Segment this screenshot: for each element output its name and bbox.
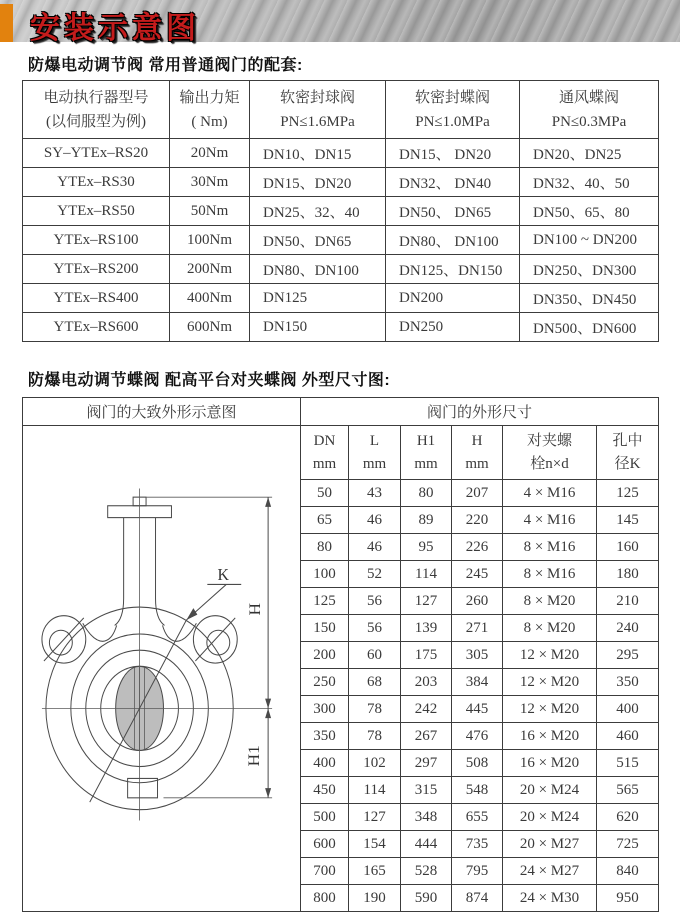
header-line: H1 [416, 432, 436, 449]
column-header [349, 426, 401, 480]
header-line: DN [313, 432, 336, 449]
table-cell: 548 [452, 777, 503, 804]
table-cell: 114 [401, 561, 452, 588]
mounting-lug-right [193, 616, 237, 663]
table-cell: DN500、DN600 [520, 313, 659, 342]
table-cell: 12 × M20 [503, 669, 597, 696]
column-header [452, 426, 503, 480]
table-cell: 874 [452, 885, 503, 912]
header-line: mm [414, 455, 438, 472]
table-cell: 150 [301, 615, 349, 642]
header-line: 软密封球阀 [279, 89, 355, 106]
table-cell: 12 × M20 [503, 696, 597, 723]
table-cell: 348 [401, 804, 452, 831]
table-cell: DN50、65、80 [520, 197, 659, 226]
table-row [23, 168, 659, 197]
table-cell: DN32、40、50 [520, 168, 659, 197]
header-line: 栓n×d [530, 455, 569, 472]
table-cell: 226 [452, 534, 503, 561]
table-cell: 250 [301, 669, 349, 696]
table-cell: 56 [349, 588, 401, 615]
table-row [23, 139, 659, 168]
table-cell: 20 × M24 [503, 804, 597, 831]
table-cell: 20 × M24 [503, 777, 597, 804]
table-cell: DN125 [250, 284, 386, 313]
butterfly-valve-dimension-table [22, 397, 659, 912]
section1-title: 防爆电动调节阀 常用普通阀门的配套: [28, 57, 303, 74]
table-cell: 590 [401, 885, 452, 912]
table-header-row [23, 398, 659, 426]
table-row [23, 255, 659, 284]
table-cell: 245 [452, 561, 503, 588]
table-cell: 297 [401, 750, 452, 777]
header-line: mm [312, 455, 337, 472]
table-cell: 154 [349, 831, 401, 858]
table-cell: 508 [452, 750, 503, 777]
table-cell: 125 [301, 588, 349, 615]
table-cell: DN50、 DN65 [386, 197, 520, 226]
header-line: (以伺服型为例) [46, 113, 146, 130]
table-cell: 100 [301, 561, 349, 588]
table-cell: 8 × M16 [503, 561, 597, 588]
body-scallop-left [83, 623, 117, 641]
table-cell: 8 × M20 [503, 588, 597, 615]
table-cell: DN80、DN100 [250, 255, 386, 284]
table-cell: 295 [597, 642, 659, 669]
header-line: mm [465, 455, 489, 472]
table-header-row [23, 81, 659, 139]
table-cell: 8 × M20 [503, 615, 597, 642]
table-cell: 476 [452, 723, 503, 750]
table-cell: 735 [452, 831, 503, 858]
table-cell: 795 [452, 858, 503, 885]
table-cell: 515 [597, 750, 659, 777]
table-cell: 139 [401, 615, 452, 642]
table-cell: 700 [301, 858, 349, 885]
table-cell: 24 × M27 [503, 858, 597, 885]
table-cell: 500 [301, 804, 349, 831]
table-cell: DN350、DN450 [520, 284, 659, 313]
table-cell: DN32、 DN40 [386, 168, 520, 197]
dimension-H-label: H [245, 602, 264, 616]
table-cell: YTEx–RS200 [23, 255, 170, 284]
table-cell: YTEx–RS50 [23, 197, 170, 226]
table-cell: 80 [401, 480, 452, 507]
column-header [401, 426, 452, 480]
header-line: 径K [614, 455, 641, 472]
table-cell: 528 [401, 858, 452, 885]
table-cell: DN10、DN15 [250, 139, 386, 168]
drawing-header: 阀门的大致外形示意图 [23, 398, 301, 426]
valve-outline-drawing [23, 426, 300, 911]
table-cell: 444 [401, 831, 452, 858]
table-cell: YTEx–RS30 [23, 168, 170, 197]
table-cell: 305 [452, 642, 503, 669]
column-header [23, 81, 170, 139]
table-cell: 127 [349, 804, 401, 831]
column-header [301, 426, 349, 480]
table-cell: 160 [597, 534, 659, 561]
table-cell: 50Nm [170, 197, 250, 226]
table-cell: 114 [349, 777, 401, 804]
table-cell: 95 [401, 534, 452, 561]
dimension-H1 [163, 708, 272, 797]
table-cell: 200Nm [170, 255, 250, 284]
table-cell: DN20、DN25 [520, 139, 659, 168]
table-cell: 460 [597, 723, 659, 750]
table-cell: 180 [597, 561, 659, 588]
table-cell: 384 [452, 669, 503, 696]
table-cell: DN250、DN300 [520, 255, 659, 284]
table-cell: 207 [452, 480, 503, 507]
column-header [597, 426, 659, 480]
table-cell: 220 [452, 507, 503, 534]
table-cell: 24 × M30 [503, 885, 597, 912]
table-cell: 950 [597, 885, 659, 912]
table-cell: 12 × M20 [503, 642, 597, 669]
banner-accent-bar [0, 4, 13, 42]
header-line: 对夹螺 [526, 432, 572, 449]
column-header [170, 81, 250, 139]
table-cell: 445 [452, 696, 503, 723]
table-cell: 350 [301, 723, 349, 750]
table-cell: 102 [349, 750, 401, 777]
table-row [23, 284, 659, 313]
header-line: 通风蝶阀 [558, 89, 619, 106]
table-cell: 350 [597, 669, 659, 696]
table-cell: 4 × M16 [503, 480, 597, 507]
header-line: PN≤1.6MPa [280, 113, 355, 130]
table-subheader-row [23, 426, 659, 480]
table-cell: DN250 [386, 313, 520, 342]
table-cell: 16 × M20 [503, 723, 597, 750]
table-cell: 78 [349, 723, 401, 750]
table-cell: 80 [301, 534, 349, 561]
table-cell: 800 [301, 885, 349, 912]
table-cell: 30Nm [170, 168, 250, 197]
column-header [250, 81, 386, 139]
table-cell: 46 [349, 534, 401, 561]
table-cell: 400 [301, 750, 349, 777]
table-cell: 725 [597, 831, 659, 858]
table-cell: 400 [597, 696, 659, 723]
header-line: 输出力矩 [179, 89, 240, 106]
table-cell: 260 [452, 588, 503, 615]
table-cell: 78 [349, 696, 401, 723]
table-cell: 271 [452, 615, 503, 642]
column-header [520, 81, 659, 139]
table-cell: 52 [349, 561, 401, 588]
actuator-valve-matching-table [22, 80, 659, 342]
table-cell: 50 [301, 480, 349, 507]
table-cell: DN125、DN150 [386, 255, 520, 284]
table-cell: 20Nm [170, 139, 250, 168]
bolt-circle-K-leader [90, 565, 241, 803]
table-cell: 100Nm [170, 226, 250, 255]
table-cell: 4 × M16 [503, 507, 597, 534]
table-cell: 600 [301, 831, 349, 858]
table-cell: 203 [401, 669, 452, 696]
mounting-lug-left [42, 616, 86, 663]
table-cell: 620 [597, 804, 659, 831]
table-cell: 60 [349, 642, 401, 669]
column-header [503, 426, 597, 480]
dimension-K-label: K [217, 564, 230, 585]
table-cell: 56 [349, 615, 401, 642]
table-cell: 565 [597, 777, 659, 804]
section2-title: 防爆电动调节蝶阀 配高平台对夹蝶阀 外型尺寸图: [28, 372, 391, 389]
page-title: 安装示意图 [30, 12, 200, 45]
table-cell: 16 × M20 [503, 750, 597, 777]
table-cell: DN15、DN20 [250, 168, 386, 197]
dimensions-header: 阀门的外形尺寸 [301, 398, 659, 426]
table-row [23, 313, 659, 342]
table-cell: YTEx–RS100 [23, 226, 170, 255]
page-banner [0, 0, 680, 45]
table-cell: 127 [401, 588, 452, 615]
table-cell: 242 [401, 696, 452, 723]
table-cell: 400Nm [170, 284, 250, 313]
table-cell: SY–YTEx–RS20 [23, 139, 170, 168]
table-cell: DN80、 DN100 [386, 226, 520, 255]
table-cell: 240 [597, 615, 659, 642]
table-cell: YTEx–RS600 [23, 313, 170, 342]
table-cell: 20 × M27 [503, 831, 597, 858]
valve-drawing-cell [23, 426, 301, 912]
table-row [23, 226, 659, 255]
table-cell: 8 × M16 [503, 534, 597, 561]
table-cell: 175 [401, 642, 452, 669]
header-line: 孔中 [612, 432, 643, 449]
table-cell: 600Nm [170, 313, 250, 342]
table-cell: DN150 [250, 313, 386, 342]
table-cell: 300 [301, 696, 349, 723]
table-cell: 450 [301, 777, 349, 804]
table-cell: DN15、 DN20 [386, 139, 520, 168]
table-cell: 68 [349, 669, 401, 696]
table-row [23, 197, 659, 226]
table-cell: DN100 ~ DN200 [520, 226, 659, 255]
header-line: PN≤0.3MPa [551, 113, 627, 130]
table-cell: YTEx–RS400 [23, 284, 170, 313]
table-cell: 43 [349, 480, 401, 507]
table-cell: DN50、DN65 [250, 226, 386, 255]
table-cell: DN25、32、40 [250, 197, 386, 226]
table-cell: 165 [349, 858, 401, 885]
table-cell: 65 [301, 507, 349, 534]
table-cell: 145 [597, 507, 659, 534]
table-cell: 190 [349, 885, 401, 912]
header-line: L [369, 432, 380, 449]
column-header [386, 81, 520, 139]
table-cell: 840 [597, 858, 659, 885]
table-cell: 655 [452, 804, 503, 831]
table-cell: 125 [597, 480, 659, 507]
table-cell: 315 [401, 777, 452, 804]
table-cell: 200 [301, 642, 349, 669]
header-line: PN≤1.0MPa [415, 113, 490, 130]
table-cell: 267 [401, 723, 452, 750]
table-cell: 210 [597, 588, 659, 615]
header-line: mm [362, 455, 387, 472]
header-line: ( Nm) [191, 113, 228, 130]
dimension-H1-label: H1 [244, 745, 263, 767]
table-cell: 89 [401, 507, 452, 534]
header-line: 电动执行器型号 [43, 89, 149, 106]
table-cell: DN200 [386, 284, 520, 313]
header-line: H [471, 432, 483, 449]
header-line: 软密封蝶阀 [414, 89, 490, 106]
table-cell: 46 [349, 507, 401, 534]
